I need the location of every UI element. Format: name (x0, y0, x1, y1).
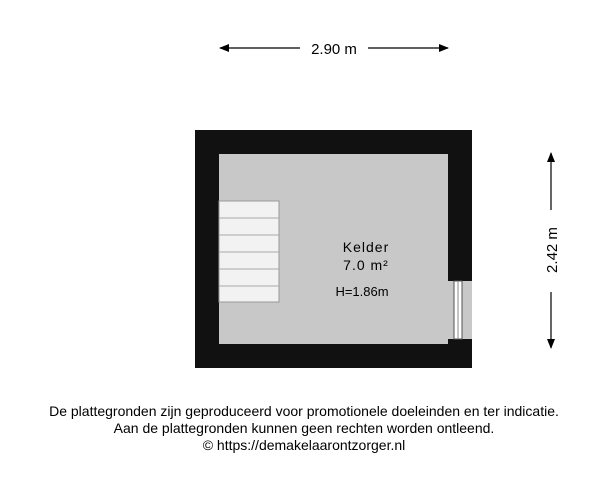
room-name: Kelder (342, 239, 390, 255)
room-height: H=1.86m (335, 284, 389, 299)
height-dimension (544, 153, 561, 348)
disclaimer (0, 403, 608, 454)
height-dimension-label: 2.42 m (544, 227, 561, 273)
width-dimension-label: 2.90 m (311, 41, 357, 58)
disclaimer-copyright: © https://demakelaarontzorger.nl (202, 437, 406, 453)
disclaimer-line-1: De plattegronden zijn geproduceerd voor promotionele doeleinden en ter indicatie. (49, 403, 559, 419)
width-dimension (220, 41, 448, 58)
room-area: 7.0 m² (343, 257, 389, 273)
stairs (219, 201, 279, 302)
window (448, 281, 472, 339)
disclaimer-line-2: Aan de plattegronden kunnen geen rechten worden ontleend. (113, 420, 495, 436)
